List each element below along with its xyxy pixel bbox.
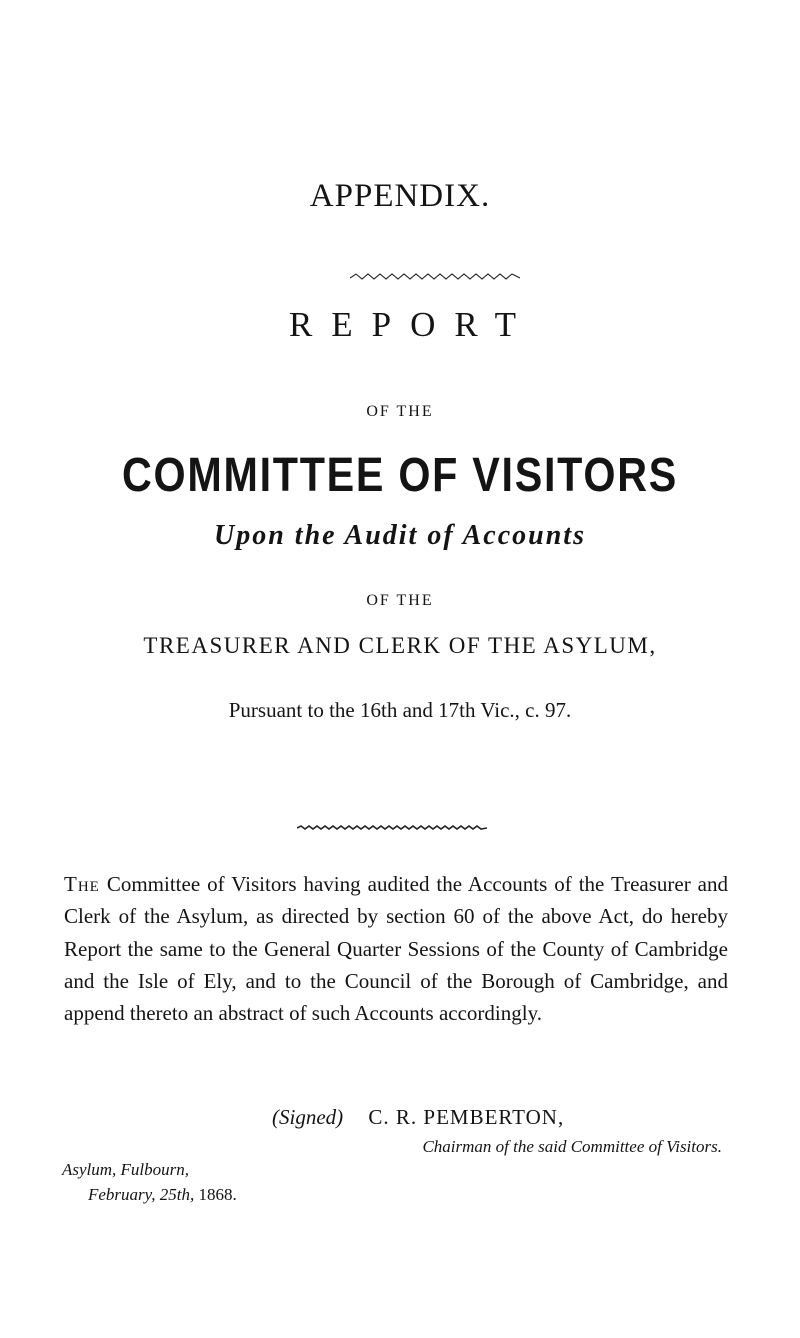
of-the-subheading-2: OF THE [366, 592, 434, 609]
treasurer-clerk-heading: TREASURER AND CLERK OF THE ASYLUM, [143, 633, 657, 658]
opening-word: The [64, 872, 100, 896]
of-the-subheading-1: OF THE [366, 403, 434, 420]
signed-label: (Signed) [272, 1105, 344, 1129]
pursuant-line: Pursuant to the 16th and 17th Vic., c. 97. [228, 698, 572, 722]
date-year: 1868. [194, 1185, 237, 1204]
date-month-day: February, 25th, [88, 1185, 195, 1204]
date-line [88, 1185, 237, 1205]
upon-audit-subtitle: Upon the Audit of Accounts [214, 520, 586, 551]
ornamental-rule-top [350, 272, 520, 282]
report-title: REPORT [288, 305, 536, 344]
report-body-paragraph [64, 868, 728, 1029]
signer-name: C. R. PEMBERTON, [368, 1105, 565, 1129]
place-line: Asylum, Fulbourn, [62, 1160, 190, 1179]
appendix-heading: APPENDIX. [309, 178, 491, 214]
ornamental-rule-bottom [297, 823, 487, 833]
committee-title: COMMITTEE OF VISITORS [122, 449, 678, 502]
signer-title: Chairman of the said Committee of Visitors. [422, 1137, 722, 1156]
signature-line [272, 1105, 564, 1130]
body-text: Committee of Visitors having audited the Accounts of the Treasurer and Clerk of the Asylum, as directed by section 60 of the above Act, do hereby Report the same to the General Quarter Sessions of the County of Cambridge and the Isle of Ely, and to the Council of the Borough of Cambridge, and append thereto an abstract of such Accounts accordingly. [64, 872, 728, 1026]
